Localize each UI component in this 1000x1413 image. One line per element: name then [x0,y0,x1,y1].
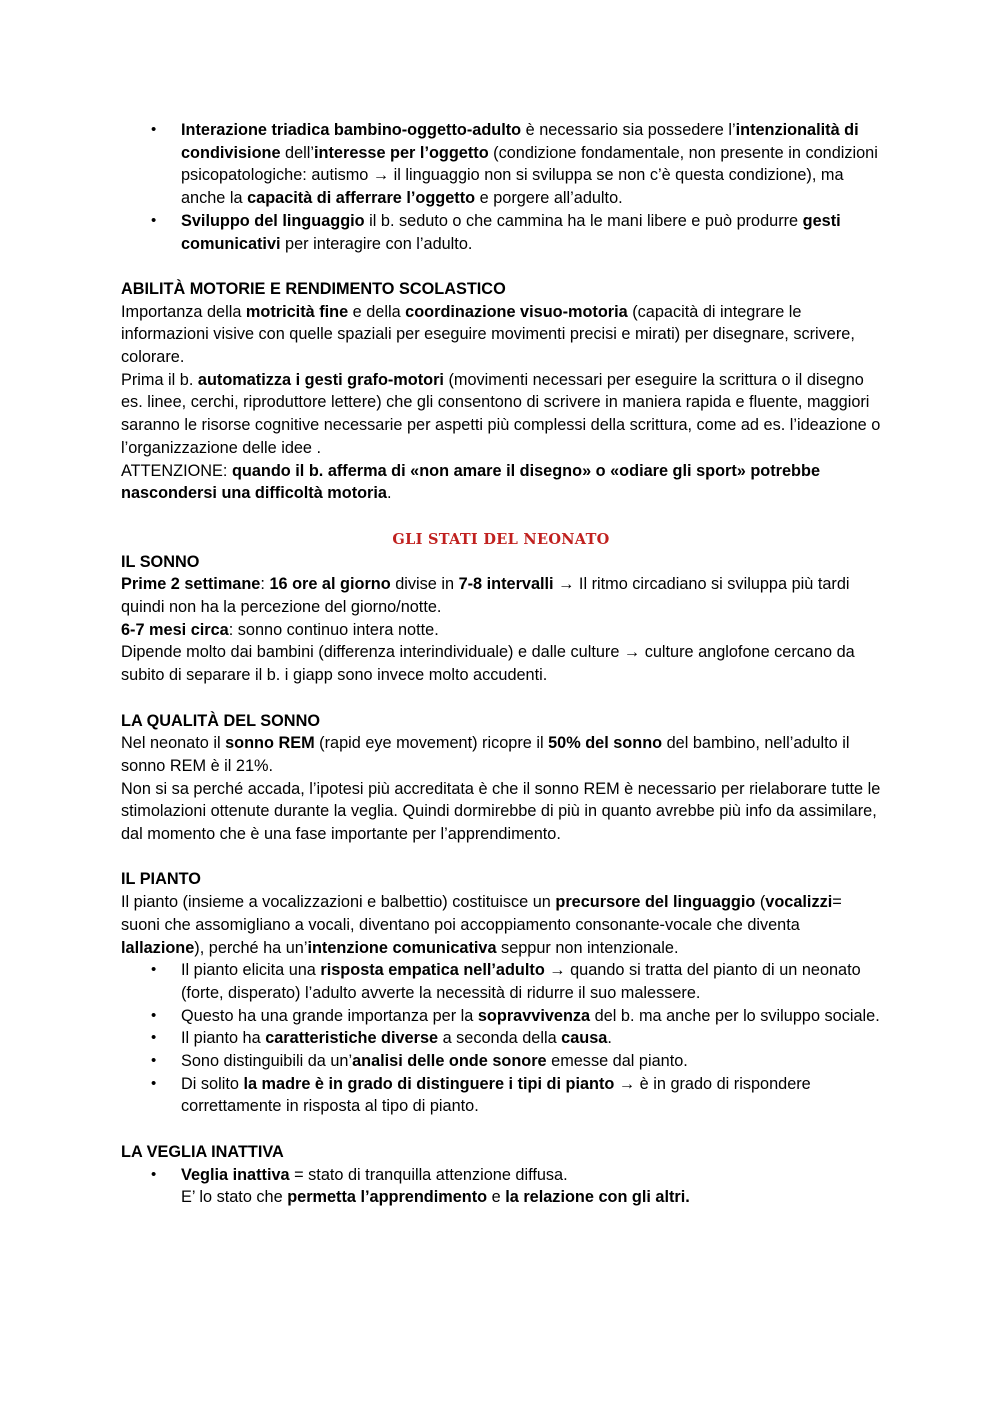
text: a seconda della [438,1029,562,1048]
list-item [121,1073,881,1118]
text: Di solito [181,1074,244,1093]
text: e della [348,302,406,321]
text: → Il ritmo circadiano si sviluppa più tardi quindi non ha la percezione del giorno/notte. [121,575,850,617]
text: (condizione fondamentale, non presente in condizioni psicopatologiche: autismo → il linguaggio non si sviluppa se non c’è questa condizione), ma anche la [181,143,878,208]
paragraph: Dipende molto dai bambini (differenza interindividuale) e dalle culture → culture anglofone cercano da subito di separare il b. i giapp sono invece molto accudenti. [121,643,855,685]
text: (rapid eye movement) ricopre il [314,734,549,753]
bold-text: Interazione triadica bambino-oggetto-adulto [181,121,522,139]
bold-text: caratteristiche diverse [265,1029,439,1048]
bold-text: quando il b. afferma di «non amare il disegno» o «odiare gli sport» potrebbe nascondersi una difficoltà motoria [121,461,821,503]
text: → quando si tratta del pianto di un neonato (forte, disperato) l’adulto avverte la necessità di ridurre il suo malessere. [181,961,861,1002]
paragraph [121,573,881,618]
wake-list [121,1164,881,1209]
list-item [121,119,881,210]
text: → è in grado di rispondere correttamente in risposta al tipo di pianto. [181,1074,811,1116]
bold-text: lallazione [121,938,195,957]
text: emesse dal pianto. [546,1052,688,1071]
spacer [121,846,881,869]
paragraph: Non si sa perché accada, l’ipotesi più accreditata è che il sonno REM è necessario per rielaborare tutte le stimolazioni ottenute durante la veglia. Quindi dormirebbe di più in quanto avrebbe più info da assimilare, dal momento che è una fase importante per l’apprendimento. [121,779,881,844]
text: Il pianto ha [181,1029,266,1048]
text: del bambino, nell’adulto il sonno REM è il 21%. [121,734,850,775]
text: ), perché ha un’ [194,938,308,957]
bold-text: permetta l’apprendimento [287,1188,488,1207]
bold-text: precursore del linguaggio [555,893,756,912]
bullet-icon: • [151,1006,157,1024]
text: = suoni che assomigliano a vocali, diventano poi accoppiamento consonante-vocale che diventa [121,893,842,934]
section-heading: LA VEGLIA INATTIVA [121,1142,284,1161]
paragraph [121,460,881,505]
section-heading: IL SONNO [121,552,200,571]
spacer [121,1118,881,1141]
bold-text: automatizza i gesti grafo-motori [197,370,444,389]
bold-text: Veglia inattiva [181,1165,290,1184]
bullet-icon: • [151,1165,157,1183]
bold-text: intenzione comunicativa [307,938,497,957]
bold-text: Prime 2 settimane [121,575,261,594]
bold-text: Sviluppo del linguaggio [181,211,365,230]
section-title: GLI STATI DEL NEONATO [392,530,610,548]
bold-text: interesse per l’oggetto [314,143,489,162]
text: Nel neonato il [121,734,226,753]
spacer [121,505,881,528]
bullet-icon: • [151,1052,157,1070]
paragraph [121,619,881,642]
list-item [121,1005,881,1028]
text: ATTENZIONE: [121,461,232,480]
list-item [121,1027,881,1050]
text: seppur non intenzionale. [496,938,679,957]
bold-text: capacità di afferrare l’oggetto [247,189,476,208]
bold-text: causa [561,1029,608,1048]
bold-text: 6-7 mesi circa [121,620,229,639]
list-item [121,959,881,1004]
text: = stato di tranquilla attenzione diffusa. [289,1165,568,1184]
bullet-icon: • [151,121,157,138]
bold-text: 16 ore al giorno [269,575,391,594]
bullet-icon: • [151,1074,157,1092]
list-item [121,1164,881,1209]
bold-text: coordinazione visuo-motoria [405,302,628,321]
bold-text: motricità fine [245,302,349,321]
paragraph [121,891,881,959]
bullet-icon: • [151,1029,157,1047]
paragraph [121,732,881,777]
text: : sonno continuo intera notte. [228,620,439,639]
spacer [121,255,881,278]
list-item [121,1050,881,1073]
bold-text: sopravvivenza [477,1006,591,1025]
text: Il pianto elicita una [181,961,321,980]
text: Sono distinguibili da un’ [181,1052,353,1071]
intro-list [121,119,881,255]
text: e porgere all’adulto. [475,189,623,208]
section-heading: IL PIANTO [121,870,201,889]
text: E’ lo stato che [181,1188,288,1207]
text: Questo ha una grande importanza per la [181,1006,478,1025]
text: del b. ma anche per lo sviluppo sociale. [590,1006,880,1025]
text: divise in [390,575,459,594]
text: . [386,484,392,503]
text: Prima il b. [121,370,198,389]
paragraph [121,369,881,460]
list-item [121,210,881,255]
text: Il pianto (insieme a vocalizzazioni e balbettio) costituisce un [121,893,556,912]
section-heading: LA QUALITÀ DEL SONNO [121,711,320,730]
bold-text: 7-8 intervalli [458,575,554,594]
bold-text: vocalizzi [765,893,833,912]
text: ( [755,893,766,912]
document-page [121,119,881,1209]
bold-text: intenzionalità di condivisione [181,121,859,162]
bullet-icon: • [151,961,157,979]
bold-text: sonno REM [225,734,315,753]
text: Importanza della [121,302,246,321]
text: (capacità di integrare le informazioni visive con quelle spaziali per eseguire movimenti precisi e mirati) per disegnare, scrivere, colorare. [121,302,855,367]
spacer [121,687,881,710]
bullet-icon: • [151,211,157,229]
bold-text: la relazione con gli altri. [505,1188,690,1207]
text: per interagire con l’adulto. [280,234,473,253]
text: e [487,1188,506,1207]
bold-text: risposta empatica nell’adulto [320,961,545,980]
crying-list [121,959,881,1118]
bold-text: gesti comunicativi [181,211,841,253]
text: (movimenti necessari per eseguire la scrittura o il disegno es. linee, cerchi, riproduttore lettere) che gli consentono di scrivere in maniera rapida e fluente, maggiori saranno le risorse cognitive necessarie per aspetti più complessi della scrittura, come ad es. l’ideazione o l’organizzazione delle idee . [121,370,881,457]
text: è necessario sia possedere l’ [521,121,736,139]
text: il b. seduto o che cammina ha le mani libere e può produrre [364,211,803,230]
bold-text: 50% del sonno [548,734,663,753]
text: : [260,575,270,594]
text: dell’ [280,143,315,162]
paragraph [121,301,881,369]
bold-text: la madre è in grado di distinguere i tipi di pianto [243,1074,615,1093]
text: . [607,1029,612,1048]
bold-text: analisi delle onde sonore [352,1052,547,1071]
section-heading: ABILITÀ MOTORIE E RENDIMENTO SCOLASTICO [121,279,506,298]
